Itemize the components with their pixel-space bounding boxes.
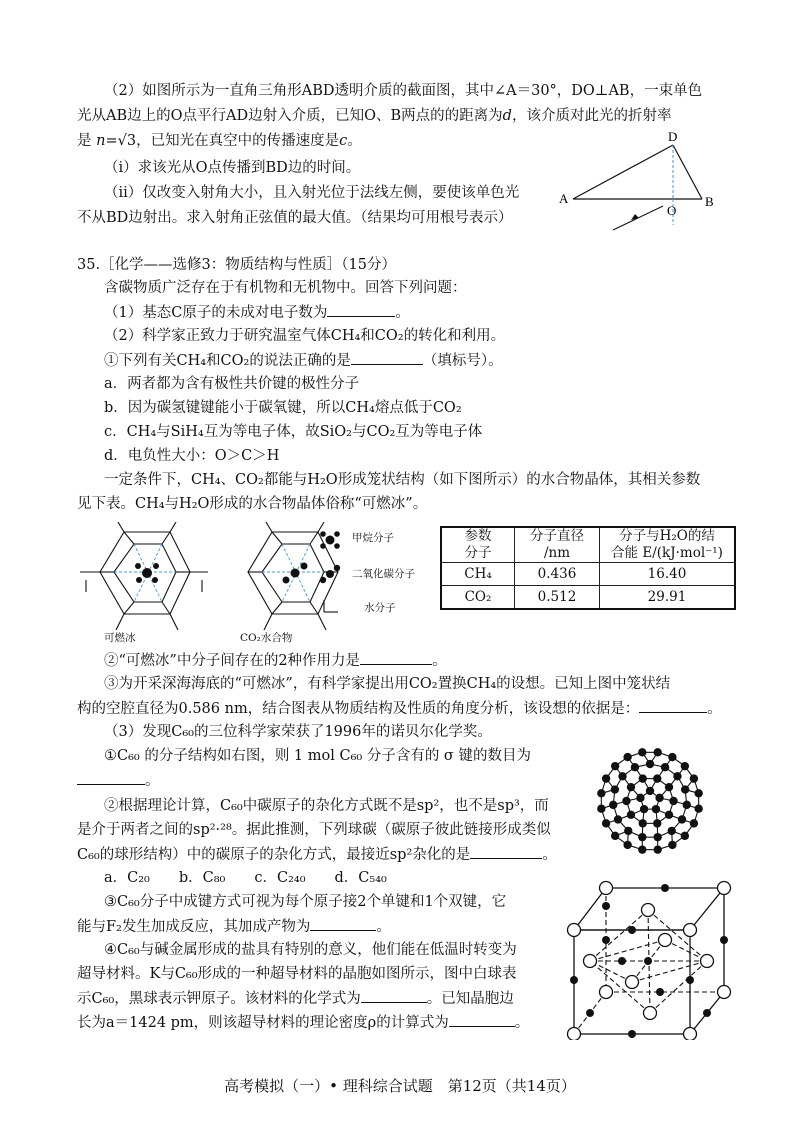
c60-atom bbox=[638, 833, 646, 841]
c60-atom bbox=[646, 787, 654, 795]
c60-atom bbox=[690, 774, 698, 782]
c60-atom bbox=[639, 819, 647, 827]
page-footer: 高考模拟（一）• 理科综合试题 第12页（共14页） bbox=[224, 1077, 576, 1095]
option-a: a．两者都为含有极性共价键的极性分子 bbox=[104, 376, 360, 392]
q35-part3-4d: 长为a＝1424 pm，则该超导材料的理论密度ρ的计算式为 。 bbox=[77, 1012, 529, 1033]
c60-atom bbox=[622, 797, 630, 805]
c60-atom bbox=[652, 805, 660, 813]
c60-molecule-figure bbox=[590, 740, 710, 862]
answer-blank[interactable] bbox=[351, 350, 423, 365]
c60-atom bbox=[653, 819, 661, 827]
c60-atom bbox=[638, 845, 646, 853]
q35-part3-2a: ②根据理论计算，C₆₀中碳原子的杂化方式既不是sp²，也不是sp³，而 bbox=[104, 798, 549, 814]
q35-part3-4a: ④C₆₀与碱金属形成的盐具有特别的意义，他们能在低温时转变为 bbox=[104, 942, 517, 958]
c60-atom bbox=[669, 797, 677, 805]
table-header-cell: 分子与H₂O的结 合能 E/(kJ·mol⁻¹) bbox=[600, 527, 736, 563]
methane-molecule bbox=[135, 563, 159, 583]
answer-blank[interactable] bbox=[449, 1012, 515, 1027]
c60-atom bbox=[678, 815, 686, 823]
q2-part-ii-1: （ⅱ）仅改变入射角大小，且入射光位于法线左侧，要使该单色光 bbox=[104, 185, 520, 201]
c60-atom bbox=[683, 801, 691, 809]
q35-intro: 含碳物质广泛存在于有机物和无机物中。回答下列问题： bbox=[104, 280, 467, 296]
c60-atom bbox=[665, 783, 673, 791]
water-legend-icon bbox=[324, 600, 338, 612]
q2-part-i: （ⅰ）求该光从O点传播到BD边的时间。 bbox=[104, 160, 361, 176]
q35-part3-2c: C₆₀的球形结构）中的碳原子的杂化方式，最接近sp²杂化的是 。 bbox=[77, 844, 557, 865]
methane-legend-icon bbox=[320, 531, 340, 549]
answer-blank[interactable] bbox=[310, 916, 376, 931]
c60-atom bbox=[694, 789, 702, 797]
co2-molecule bbox=[283, 563, 308, 584]
legend-water: 水分子 bbox=[364, 602, 396, 614]
q35-part3-3a: ③C₆₀分子中成键方式可视为每个原子接2个单键和1个双键，它 bbox=[104, 894, 507, 910]
c60-atom bbox=[627, 811, 635, 819]
q35-part3: （3）发现C₆₀的三位科学家荣获了1996年的诺贝尔化学奖。 bbox=[104, 724, 492, 740]
c60-atom bbox=[668, 753, 676, 761]
c60-atom bbox=[694, 805, 702, 813]
q35-heading: 35.［化学——选修3：物质结构与性质］（15分） bbox=[77, 257, 396, 273]
triangle-figure bbox=[555, 125, 730, 235]
c60-atom bbox=[602, 774, 610, 782]
c60-atom bbox=[665, 811, 673, 819]
legend-co2: 二氧化碳分子 bbox=[352, 568, 415, 580]
answer-blank[interactable] bbox=[639, 698, 707, 713]
table-cell: CO₂ bbox=[441, 586, 515, 610]
table-cell: 0.512 bbox=[515, 586, 600, 610]
c60-atom bbox=[624, 827, 632, 835]
answer-blank[interactable] bbox=[360, 650, 432, 665]
c60-atom bbox=[638, 748, 646, 756]
vertex-b-label: B bbox=[705, 194, 714, 209]
q2-line3: 是 n=√3，已知光在真空中的传播速度是c。 bbox=[77, 133, 362, 149]
c60-atom bbox=[681, 762, 689, 770]
c60-atom bbox=[623, 753, 631, 761]
c60-atom bbox=[668, 841, 676, 849]
vertex-a-label: A bbox=[559, 191, 569, 206]
legend-methane: 甲烷分子 bbox=[352, 532, 394, 544]
c60-atom bbox=[653, 774, 661, 782]
c60-atom bbox=[609, 801, 617, 809]
c60-atom bbox=[681, 785, 689, 793]
c60-atom bbox=[611, 762, 619, 770]
q35-part3-2b: 是介于两者之间的sp²·²⁸。据此推测，下列球碳（碳原子彼此链接形成类似 bbox=[77, 822, 551, 838]
c60-atom bbox=[653, 833, 661, 841]
q2-line1: （2）如图所示为一直角三角形ABD透明介质的截面图，其中∠A＝30°，DO⊥AB，一束单色 bbox=[104, 83, 703, 99]
point-o-label: O bbox=[667, 203, 677, 218]
c60-atom bbox=[611, 785, 619, 793]
q35-part3-3b: 能与F₂发生加成反应，其加成产物为 。 bbox=[77, 916, 391, 937]
c60-atom bbox=[690, 819, 698, 827]
c60-atom bbox=[618, 772, 626, 780]
c60-atom bbox=[611, 832, 619, 840]
q35-part2-1: ①下列有关CH₄和CO₂的说法正确的是 （填标号）。 bbox=[104, 350, 503, 371]
c60-atom bbox=[654, 748, 662, 756]
table-cell: 29.91 bbox=[600, 586, 736, 610]
table-cell: 0.436 bbox=[515, 563, 600, 586]
q2-line2: 光从AB边上的O点平行AD边射入介质，已知O、B两点的的距离为d，该介质对此光的折射率 bbox=[77, 108, 672, 124]
q35-part2-3b: 构的空腔直径为0.586 nm，结合图表从物质结构及性质的角度分析，该设想的依据是： 。 bbox=[77, 698, 722, 719]
c60-atom bbox=[640, 805, 648, 813]
table-header-cell: 分子直径 /nm bbox=[515, 527, 600, 563]
caption-co2-hydrate: CO₂水合物 bbox=[240, 632, 293, 644]
c60-atom bbox=[668, 827, 676, 835]
option-c: c．CH₄与SiH₄互为等电子体，故SiO₂与CO₂互为等电子体 bbox=[104, 424, 483, 440]
option-b: b．因为碳氢键键能小于碳氧键，所以CH₄熔点低于CO₂ bbox=[104, 400, 462, 416]
table-header-cell: 参数 分子 bbox=[441, 527, 515, 563]
q35-part2: （2）科学家正致力于研究温室气体CH₄和CO₂的转化和利用。 bbox=[104, 328, 506, 344]
c60-atom bbox=[614, 815, 622, 823]
q35-paragraph-2: 见下表。CH₄与H₂O形成的水合物晶体俗称“可燃冰”。 bbox=[77, 496, 428, 512]
q35-part3-1b: 。 bbox=[77, 770, 160, 791]
table-row bbox=[441, 586, 735, 610]
c60-atom bbox=[597, 789, 605, 797]
answer-blank[interactable] bbox=[327, 302, 395, 317]
table-row bbox=[441, 563, 735, 586]
c60-atom bbox=[673, 772, 681, 780]
c60-atom bbox=[681, 832, 689, 840]
q35-choices: a．C₂₀ b．C₈₀ c．C₂₄₀ d．C₅₄₀ bbox=[104, 870, 387, 886]
q35-part3-4c: 示C₆₀，黑球表示钾原子。该材料的化学式为 。已知晶胞边 bbox=[77, 988, 514, 1009]
c60-atom bbox=[597, 805, 605, 813]
c60-atom bbox=[636, 794, 644, 802]
c60-atom bbox=[654, 845, 662, 853]
c60-atom bbox=[661, 763, 669, 771]
q35-part3-4b: 超导材料。K与C₆₀形成的一种超导材料的晶胞如图所示，图中白球表 bbox=[77, 966, 517, 982]
c60-atom bbox=[602, 819, 610, 827]
option-d: d．电负性大小：O＞C＞H bbox=[104, 448, 280, 464]
c60-atom bbox=[639, 774, 647, 782]
c60-atom bbox=[623, 841, 631, 849]
q35-part3-1a: ①C₆₀ 的分子结构如右图，则 1 mol C₆₀ 分子含有的 σ 键的数目为 bbox=[104, 748, 531, 764]
parameter-table bbox=[440, 526, 736, 610]
caption-flammable-ice: 可燃冰 bbox=[104, 632, 136, 644]
q35-part1: （1）基态C原子的未成对电子数为 。 bbox=[104, 302, 410, 323]
crystal-cell-figure bbox=[560, 880, 740, 1040]
answer-blank[interactable] bbox=[470, 844, 542, 859]
answer-blank[interactable] bbox=[361, 988, 427, 1003]
table-cell: CH₄ bbox=[441, 563, 515, 586]
vertex-d-label: D bbox=[668, 129, 678, 144]
q35-part2-2: ②“可燃冰”中分子间存在的2种作用力是 。 bbox=[104, 650, 447, 671]
c60-atom bbox=[655, 794, 663, 802]
c60-atom bbox=[646, 760, 654, 768]
q35-part2-3a: ③为开采深海海底的“可燃冰”，有科学家提出用CO₂置换CH₄的设想。已知上图中笼状结 bbox=[104, 676, 671, 692]
c60-atom bbox=[627, 783, 635, 791]
q2-part-ii-2: 不从BD边射出。求入射角正弦值的最大值。（结果均可用根号表示） bbox=[77, 210, 513, 226]
answer-blank[interactable] bbox=[77, 770, 145, 785]
c60-atom bbox=[631, 763, 639, 771]
table-cell: 16.40 bbox=[600, 563, 736, 586]
q35-paragraph-1: 一定条件下，CH₄、CO₂都能与H₂O形成笼状结构（如下图所示）的水合物晶体，其相关参数 bbox=[104, 472, 701, 488]
